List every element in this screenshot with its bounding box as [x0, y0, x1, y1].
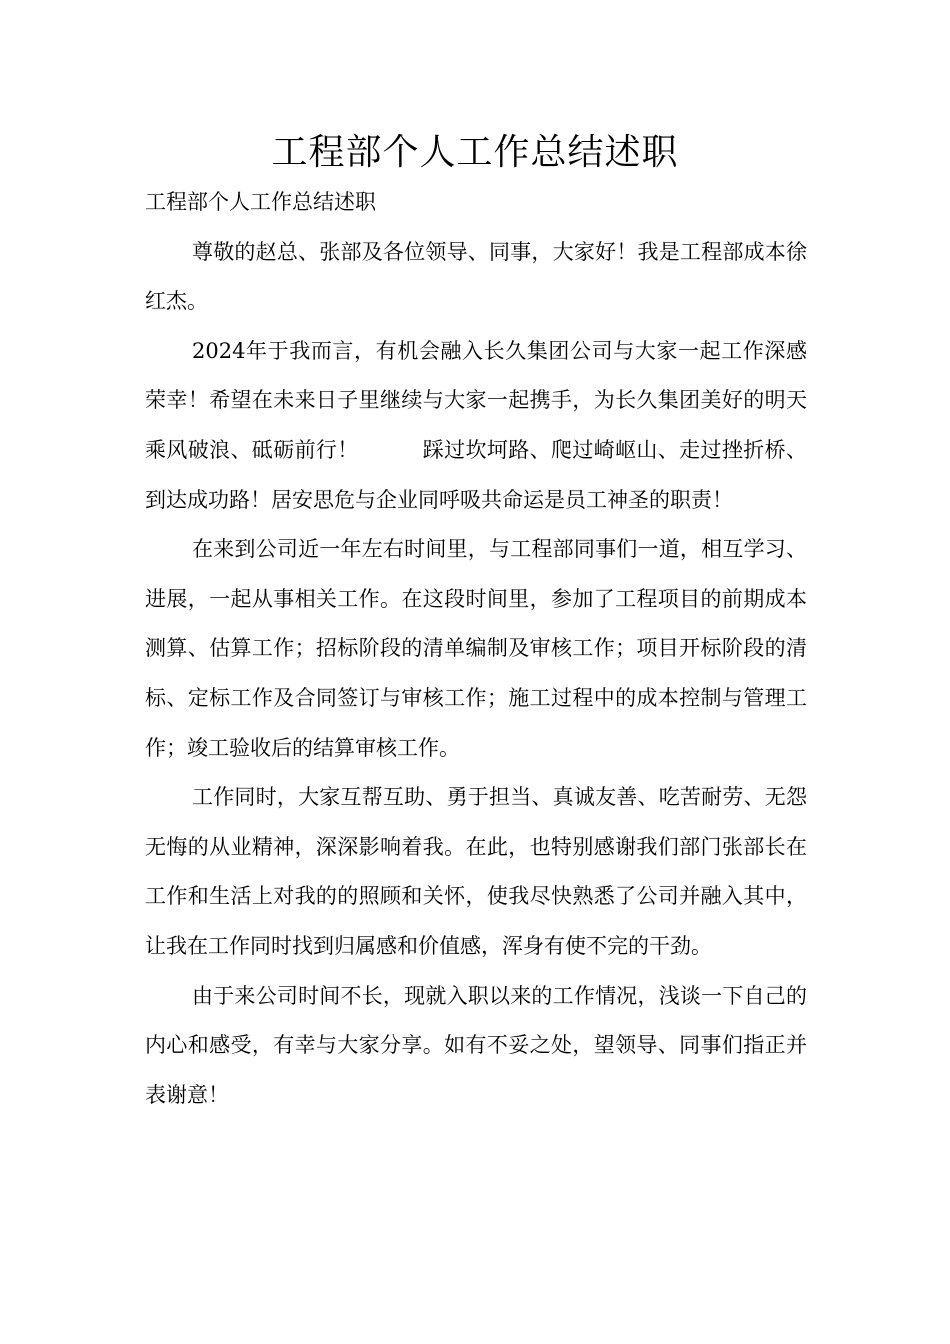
- document-title: 工程部个人工作总结述职: [271, 132, 679, 173]
- document-subtitle: 工程部个人工作总结述职: [145, 190, 376, 214]
- paragraph-closing: 由于来公司时间不长，现就入职以来的工作情况，浅谈一下自己的内心和感受，有幸与大家分享。如有不妥之处，望领导、同事们指正并表谢意！: [145, 983, 807, 1107]
- paragraph-intro: 2024年于我而言，有机会融入长久集团公司与大家一起工作深感荣幸！希望在未来日子里继续与大家一起携手，为长久集团美好的明天乘风破浪、砥砺前行！ 踩过坎坷路、爬过崎岖山、走过挫折桥、到达成功路！居安思危与企业同呼吸共命运是员工神圣的职责！: [145, 338, 807, 512]
- document-body: [145, 178, 807, 1120]
- paragraph-greeting: 尊敬的赵总、张部及各位领导、同事，大家好！我是工程部成本徐红杰。: [145, 239, 807, 314]
- paragraph-thanks: 工作同时，大家互帮互助、勇于担当、真诚友善、吃苦耐劳、无怨无悔的从业精神，深深影响着我。在此，也特别感谢我们部门张部长在工作和生活上对我的的照顾和关怀，使我尽快熟悉了公司并融入其中，让我在工作同时找到归属感和价值感，浑身有使不完的干劲。: [145, 785, 807, 958]
- paragraph-work-content: 在来到公司近一年左右时间里，与工程部同事们一道，相互学习、进展，一起从事相关工作。在这段时间里，参加了工程项目的前期成本测算、估算工作；招标阶段的清单编制及审核工作；项目开标阶段的清标、定标工作及合同签订与审核工作；施工过程中的成本控制与管理工作；竣工验收后的结算审核工作。: [145, 537, 807, 760]
